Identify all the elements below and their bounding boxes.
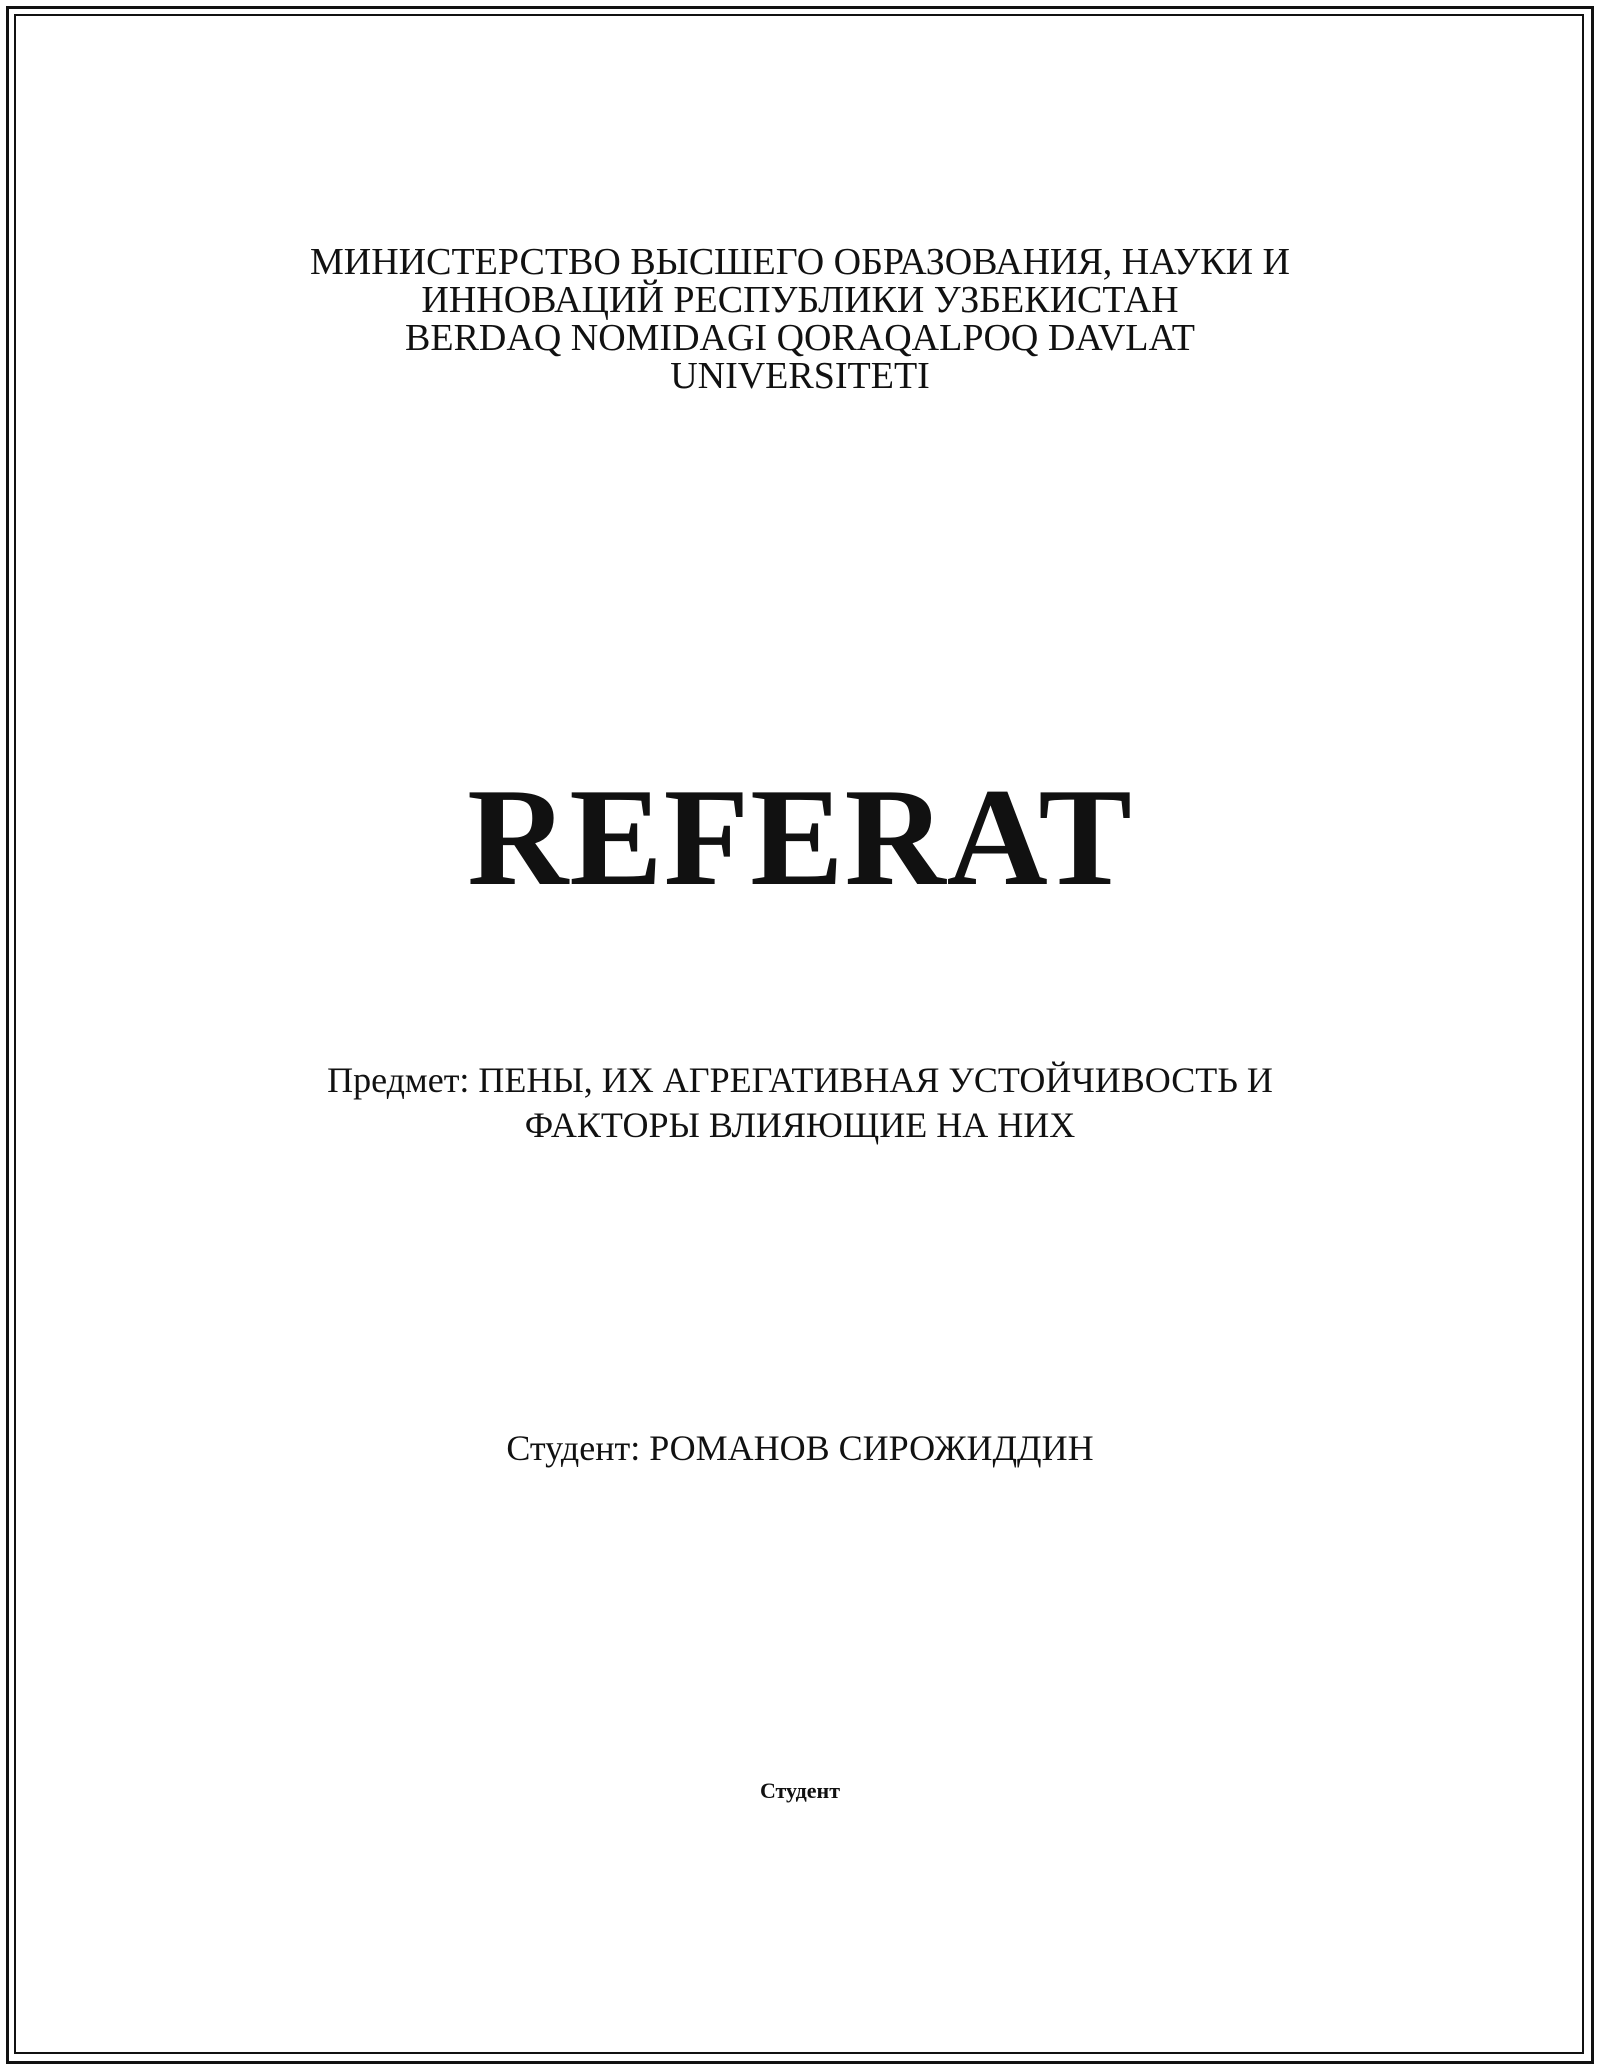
header-line-2: ИННОВАЦИЙ РЕСПУБЛИКИ УЗБЕКИСТАН (421, 279, 1179, 321)
subject-line-1: Предмет: ПЕНЫ, ИХ АГРЕГАТИВНАЯ УСТОЙЧИВОСТЬ И (327, 1060, 1273, 1100)
header-line-3: BERDAQ NOMIDAGI QORAQALPOQ DAVLAT (405, 317, 1195, 359)
footer-label: Студент (759, 1778, 841, 1803)
student-name: Студент: РОМАНОВ СИРОЖИДДИН (506, 1428, 1094, 1468)
subject-block (0, 1058, 1600, 1148)
header-line-4: UNIVERSITETI (670, 355, 930, 397)
header-line-1: МИНИСТЕРСТВО ВЫСШЕГО ОБРАЗОВАНИЯ, НАУКИ И (310, 241, 1290, 283)
subject-line-2: ФАКТОРЫ ВЛИЯЮЩИЕ НА НИХ (524, 1105, 1076, 1145)
ministry-header (0, 243, 1600, 395)
document-title: REFERAT (467, 760, 1133, 915)
